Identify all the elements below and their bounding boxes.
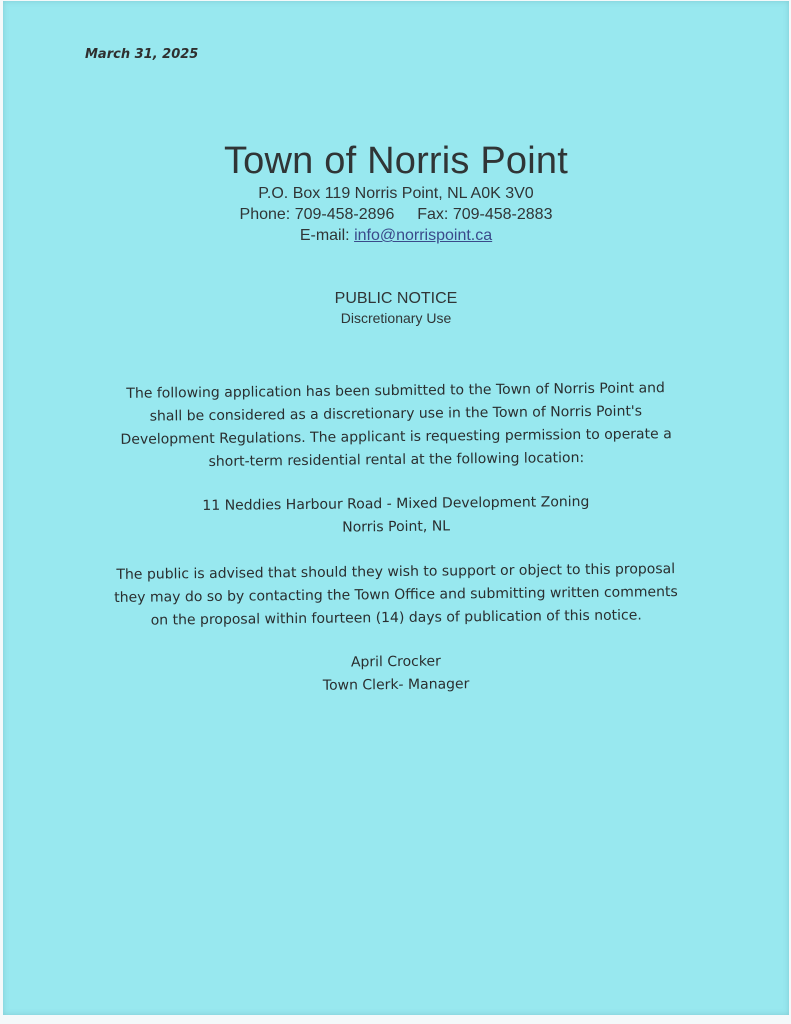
letterhead [3,139,789,246]
location-street: 11 Neddies Harbour Road - Mixed Development Zoning [202,493,590,515]
location-town: Norris Point, NL [342,518,451,536]
signatory-title: Town Clerk- Manager [322,676,470,694]
paragraph-line: The public is advised that should they wish to support or object to this proposal [116,561,676,583]
notice-title: PUBLIC NOTICE [334,290,458,307]
paragraph-line: shall be considered as a discretionary use in the Town of Norris Point's [149,403,643,425]
property-location [63,490,729,543]
email-line [3,225,789,246]
fax-number: 709-458-2883 [452,206,553,223]
email-link[interactable]: info@norrispoint.ca [354,227,493,244]
mailing-address: P.O. Box 119 Norris Point, NL A0K 3V0 [258,185,534,202]
fax-label: Fax: [417,206,449,223]
phone-label: Phone: [239,206,291,223]
application-paragraph [63,377,730,476]
phone-fax-line [3,204,789,225]
paragraph-line: on the proposal within fourteen (14) days of publication of this notice. [150,607,642,629]
public-advisory-paragraph [63,558,730,634]
email-label: E-mail: [299,227,350,244]
notice-heading [3,289,789,327]
paragraph-line: short-term residential rental at the following location: [208,450,585,470]
paragraph-line: Development Regulations. The applicant is requesting permission to operate a [120,426,672,448]
notice-date: March 31, 2025 [85,47,199,62]
paragraph-line: they may do so by contacting the Town Office and submitting written comments [114,584,678,606]
signatory-name: April Crocker [350,653,441,671]
notice-subtitle: Discretionary Use [340,310,452,326]
phone-number: 709-458-2896 [294,206,395,223]
town-name: Town of Norris Point [223,140,568,182]
signature-block [63,648,729,701]
paragraph-line: The following application has been submitted to the Town of Norris Point and [126,380,665,402]
notice-page [3,1,789,1015]
